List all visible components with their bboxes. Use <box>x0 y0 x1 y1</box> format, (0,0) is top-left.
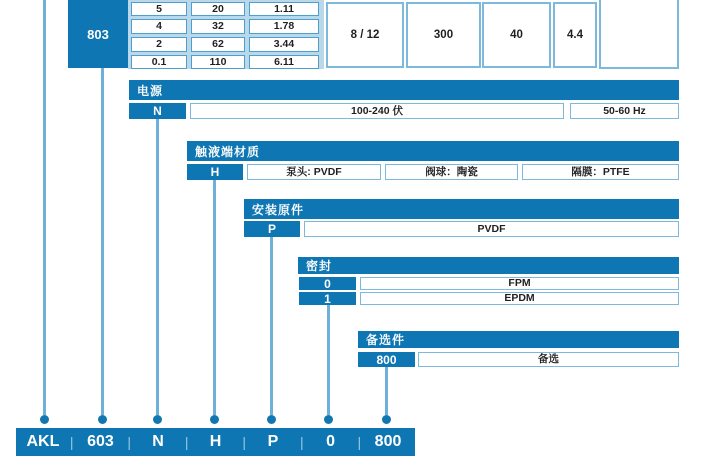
capacity-cell: 4 <box>131 19 187 34</box>
capacity-cell: 5 <box>131 2 187 16</box>
pump-type-code-box: 803 <box>68 0 128 68</box>
order-code-separator: | <box>127 434 132 450</box>
section-header-options: 备选件 <box>358 331 679 348</box>
connector-line-options <box>385 366 388 415</box>
capacity-cell: 1.78 <box>249 19 319 34</box>
wetted-diaphragm-cell: 隔膜：PTFE <box>522 164 679 180</box>
connector-dot-wetted <box>210 415 219 424</box>
order-code-segment-603: 603 <box>87 433 114 450</box>
power-voltage-cell: 100-240 伏 <box>190 103 564 119</box>
order-code-separator: | <box>357 434 362 450</box>
power-frequency-cell: 50-60 Hz <box>570 103 679 119</box>
capacity-cell: 1.11 <box>249 2 319 16</box>
spec-cell-empty <box>599 0 679 69</box>
connector-line-seal <box>327 305 330 415</box>
spec-cell-40: 40 <box>482 2 551 68</box>
order-code-segment-0: 0 <box>326 433 335 450</box>
order-code-separator: | <box>299 434 304 450</box>
install-code-box: P <box>244 221 300 237</box>
spec-cell-connection: 8 / 12 <box>326 2 404 68</box>
wetted-code-box: H <box>187 164 243 180</box>
section-header-install: 安装原件 <box>244 199 679 219</box>
seal-code-box-0: 0 <box>299 277 356 290</box>
section-header-power: 电源 <box>129 80 679 100</box>
wetted-valve-ball-cell: 阀球：陶瓷 <box>385 164 518 180</box>
capacity-cell: 2 <box>131 37 187 52</box>
connector-line-akl <box>43 0 46 415</box>
order-code-segment-h: H <box>209 433 222 450</box>
options-label-cell: 备选 <box>418 352 679 367</box>
capacity-cell: 110 <box>191 55 245 69</box>
order-code-segment-p: P <box>267 433 279 450</box>
section-header-seal: 密封 <box>298 257 679 274</box>
order-code-segment-akl: AKL <box>26 433 60 450</box>
order-code-separator: | <box>242 434 247 450</box>
section-header-wetted-materials: 触液端材质 <box>187 141 679 161</box>
capacity-cell: 6.11 <box>249 55 319 69</box>
order-code-separator: | <box>184 434 189 450</box>
order-code-separator: | <box>69 434 74 450</box>
capacity-cell: 20 <box>191 2 245 16</box>
wetted-pump-head-cell: 泵头: PVDF <box>247 164 381 180</box>
connector-dot-power <box>153 415 162 424</box>
capacity-cell: 32 <box>191 19 245 34</box>
capacity-cell: 3.44 <box>249 37 319 52</box>
connector-line-install <box>270 236 273 415</box>
connector-dot-akl <box>40 415 49 424</box>
install-material-cell: PVDF <box>304 221 679 237</box>
seal-material-cell-fpm: FPM <box>360 277 679 290</box>
connector-dot-options <box>382 415 391 424</box>
capacity-cell: 0.1 <box>131 55 187 69</box>
order-code-bar <box>16 428 415 456</box>
connector-line-power <box>156 118 159 415</box>
connector-dot-603 <box>98 415 107 424</box>
power-code-box: N <box>129 103 186 119</box>
connector-line-wetted <box>213 179 216 415</box>
order-code-segment-n: N <box>152 433 164 450</box>
seal-material-cell-epdm: EPDM <box>360 292 679 305</box>
connector-dot-install <box>267 415 276 424</box>
seal-code-box-1: 1 <box>299 292 356 305</box>
connector-dot-seal <box>324 415 333 424</box>
capacity-cell: 62 <box>191 37 245 52</box>
options-code-box: 800 <box>358 352 415 367</box>
order-code-segment-800: 800 <box>374 433 402 450</box>
spec-cell-300: 300 <box>406 2 481 68</box>
spec-cell-4-4: 4.4 <box>553 2 597 68</box>
